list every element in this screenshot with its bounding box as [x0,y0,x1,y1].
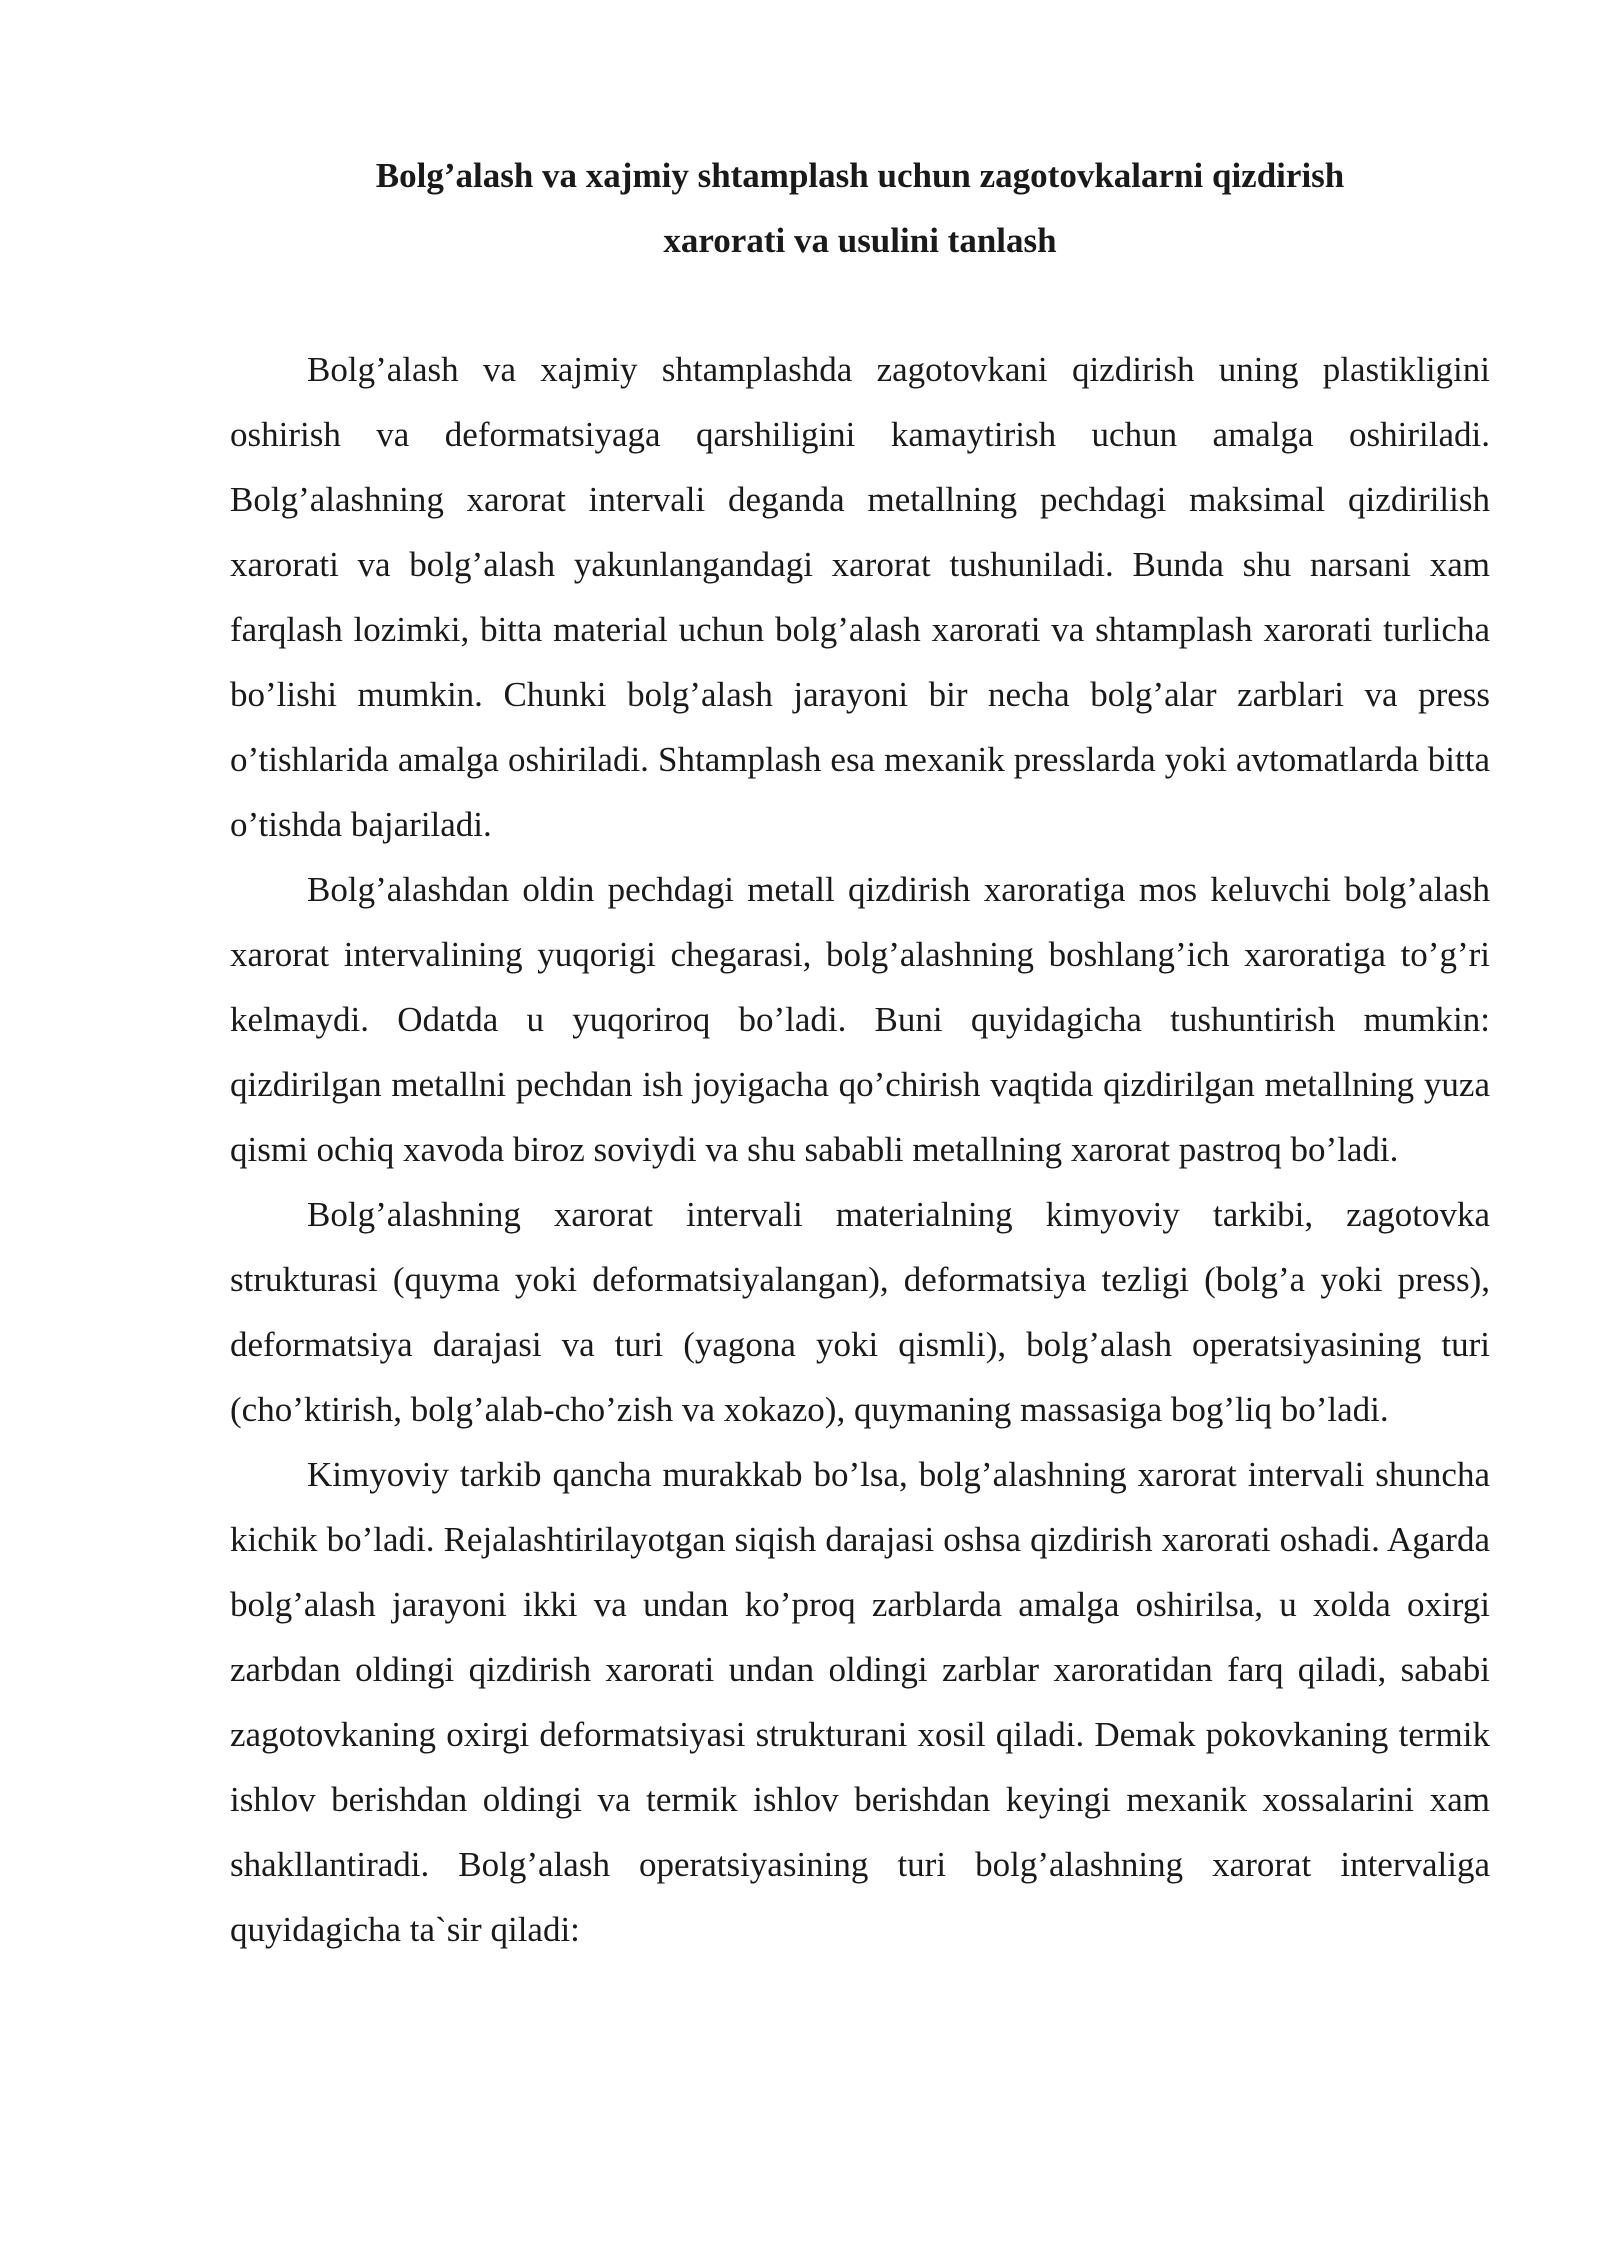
paragraph-4: Kimyoviy tarkib qancha murakkab bo’lsa, bolg’alashning xarorat intervali shuncha kichik bo’ladi. Rejalashtirilayotgan siqish darajasi oshsa qizdirish xarorati oshadi. Agarda bolg’alash jarayoni ikki va undan ko’proq zarblarda amalga oshirilsa, u xolda oxirgi zarbdan oldingi qizdirish xarorati undan oldingi zarblar xaroratidan farq qiladi, sababi zagotovkaning oxirgi deformatsiyasi strukturani xosil qiladi. Demak pokovkaning termik ishlov berishdan oldingi va termik ishlov berishdan keyingi mexanik xossalarini xam shakllantiradi. Bolg’alash operatsiyasining turi bolg’alashning xarorat intervaliga quyidagicha ta`sir qiladi: [230,1455,1490,1949]
document-body [230,337,1490,1962]
paragraph-2: Bolg’alashdan oldin pechdagi metall qizdirish xaroratiga mos keluvchi bolg’alash xarorat intervalining yuqorigi chegarasi, bolg’alashning boshlang’ich xaroratiga to’g’ri kelmaydi. Odatda u yuqoriroq bo’ladi. Buni quyidagicha tushuntirish mumkin: qizdirilgan metallni pechdan ish joyigacha qo’chirish vaqtida qizdirilgan metallning yuza qismi ochiq xavoda biroz soviydi va shu sababli metallning xarorat pastroq bo’ladi. [230,870,1490,1169]
paragraph-3: Bolg’alashning xarorat intervali materialning kimyoviy tarkibi, zagotovka strukturasi (quyma yoki deformatsiyalangan), deformatsiya tezligi (bolg’a yoki press), deformatsiya darajasi va turi (yagona yoki qismli), bolg’alash operatsiyasining turi (cho’ktirish, bolg’alab-cho’zish va xokazo), quymaning massasiga bog’liq bo’ladi. [230,1195,1490,1429]
title-line-1: Bolg’alash va xajmiy shtamplash uchun zagotovkalarni qizdirish [375,156,1345,195]
paragraph-1: Bolg’alash va xajmiy shtamplashda zagotovkani qizdirish uning plastikligini oshirish va deformatsiyaga qarshiligini kamaytirish uchun amalga oshiriladi. Bolg’alashning xarorat intervali deganda metallning pechdagi maksimal qizdirilish xarorati va bolg’alash yakunlangandagi xarorat tushuniladi. Bunda shu narsani xam farqlash lozimki, bitta material uchun bolg’alash xarorati va shtamplash xarorati turlicha bo’lishi mumkin. Chunki bolg’alash jarayoni bir necha bolg’alar zarblari va press o’tishlarida amalga oshiriladi. Shtamplash esa mexanik presslarda yoki avtomatlarda bitta o’tishda bajariladi. [230,350,1490,844]
document-title [230,143,1490,273]
title-line-2: xarorati va usulini tanlash [663,221,1057,260]
